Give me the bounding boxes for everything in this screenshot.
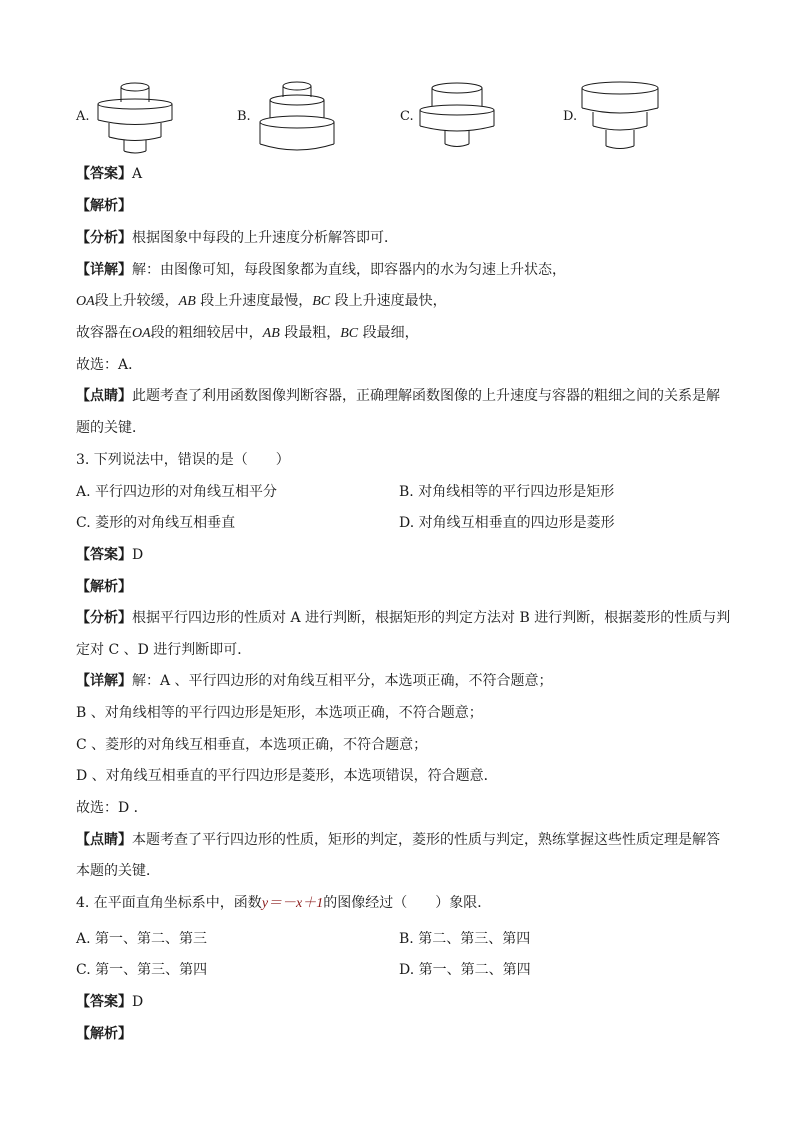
xiangjie-text: 解：A 、平行四边形的对角线互相平分，本选项正确，不符合题意； xyxy=(132,673,553,689)
dianjing-tag: 【点睛】 xyxy=(76,388,132,404)
q2-analysis-tag: 【解析】 xyxy=(76,198,132,214)
q4-stem xyxy=(76,894,491,913)
segment-oa: OA xyxy=(76,294,95,309)
text-fragment: 4. 在平面直角坐标系中，函数 xyxy=(76,895,262,911)
container-d-figure xyxy=(580,80,670,160)
segment-bc: BC xyxy=(340,326,359,341)
function-formula: y＝－x＋1 xyxy=(261,896,324,911)
q2-answer-line xyxy=(76,165,142,183)
xiangjie-tag: 【详解】 xyxy=(76,262,132,278)
container-a-figure xyxy=(92,80,182,160)
fenxi-tag: 【分析】 xyxy=(76,230,132,246)
segment-ab: AB xyxy=(262,326,280,341)
dianjing-text: 本题考查了平行四边形的性质，矩形的判定，菱形的性质与判定，熟练掌握这些性质定理是解答 xyxy=(132,832,720,848)
q2-xiangjie-line xyxy=(76,261,566,279)
q3-choose-line: 故选：D ． xyxy=(76,800,148,816)
q2-xiangjie-line-2 xyxy=(76,292,447,311)
container-c-figure xyxy=(416,80,506,160)
segment-ab: AB xyxy=(178,294,196,309)
q3-dianjing-line-2: 本题的关键． xyxy=(76,863,160,879)
q2-dianjing-line-2: 题的关键． xyxy=(76,420,146,436)
q3-stem: 3. 下列说法中，错误的是（ ） xyxy=(76,452,290,468)
q2-xiangjie-line-3 xyxy=(76,324,419,343)
segment-oa: OA xyxy=(132,326,151,341)
answer-value: D xyxy=(132,547,144,563)
q3-option-d: D. 对角线互相垂直的四边形是菱形 xyxy=(399,515,615,531)
q4-option-b: B. 第二、第三、第四 xyxy=(399,931,531,947)
answer-value: D xyxy=(132,994,144,1010)
answer-tag: 【答案】 xyxy=(76,166,132,182)
q2-dianjing-line xyxy=(76,387,720,405)
q3-option-c: C. 菱形的对角线互相垂直 xyxy=(76,515,236,531)
text-fragment: 段最粗， xyxy=(284,325,341,341)
fenxi-text: 根据图象中每段的上升速度分析解答即可． xyxy=(132,230,398,246)
option-c-label: C. xyxy=(400,109,414,124)
text-fragment: 段的粗细较居中， xyxy=(150,325,263,341)
q3-xiangjie-line-2: B 、对角线相等的平行四边形是矩形，本选项正确，不符合题意； xyxy=(76,705,483,721)
text-fragment: 段最细， xyxy=(362,325,419,341)
q3-xiangjie-line xyxy=(76,672,553,690)
dianjing-tag: 【点睛】 xyxy=(76,832,132,848)
text-fragment: 的图像经过（ ）象限． xyxy=(323,895,492,911)
dianjing-text: 此题考查了利用函数图像判断容器，正确理解函数图像的上升速度与容器的粗细之间的关系是解 xyxy=(132,388,720,404)
option-a-label: A. xyxy=(76,109,90,124)
q4-analysis-tag: 【解析】 xyxy=(76,1026,132,1042)
text-fragment: 段上升速度最慢， xyxy=(200,293,313,309)
answer-tag: 【答案】 xyxy=(76,547,132,563)
fenxi-text: 根据平行四边形的性质对 A 进行判断，根据矩形的判定方法对 B 进行判断，根据菱形的性质与判 xyxy=(132,610,731,626)
segment-bc: BC xyxy=(312,294,331,309)
q3-option-a: A. 平行四边形的对角线互相平分 xyxy=(76,484,278,500)
q3-dianjing-line xyxy=(76,831,720,849)
text-fragment: 故容器在 xyxy=(76,325,132,341)
text-fragment: 段上升速度最快， xyxy=(334,293,447,309)
q3-xiangjie-line-3: C 、菱形的对角线互相垂直，本选项正确，不符合题意； xyxy=(76,737,428,753)
xiangjie-tag: 【详解】 xyxy=(76,673,132,689)
q2-choose-line: 故选：A． xyxy=(76,357,143,373)
q3-option-b: B. 对角线相等的平行四边形是矩形 xyxy=(399,484,615,500)
q3-fenxi-line-2: 定对 C 、D 进行判断即可． xyxy=(76,642,252,658)
answer-tag: 【答案】 xyxy=(76,994,132,1010)
text-fragment: 段上升较缓， xyxy=(94,293,179,309)
answer-value: A xyxy=(132,166,143,182)
q3-analysis-tag: 【解析】 xyxy=(76,579,132,595)
container-b-figure xyxy=(254,80,344,160)
q4-option-a: A. 第一、第二、第三 xyxy=(76,931,208,947)
option-d-label: D. xyxy=(563,109,578,124)
q4-option-d: D. 第一、第二、第四 xyxy=(399,962,531,978)
xiangjie-text: 解：由图像可知，每段图象都为直线，即容器内的水为匀速上升状态， xyxy=(132,262,566,278)
fenxi-tag: 【分析】 xyxy=(76,610,132,626)
q4-answer-line xyxy=(76,993,143,1011)
q3-answer-line xyxy=(76,546,143,564)
q4-option-c: C. 第一、第三、第四 xyxy=(76,962,208,978)
option-b-label: B. xyxy=(237,109,251,124)
q3-fenxi-line xyxy=(76,609,730,627)
q2-fenxi-line xyxy=(76,229,398,247)
q3-xiangjie-line-4: D 、对角线互相垂直的平行四边形是菱形，本选项错误，符合题意． xyxy=(76,768,498,784)
